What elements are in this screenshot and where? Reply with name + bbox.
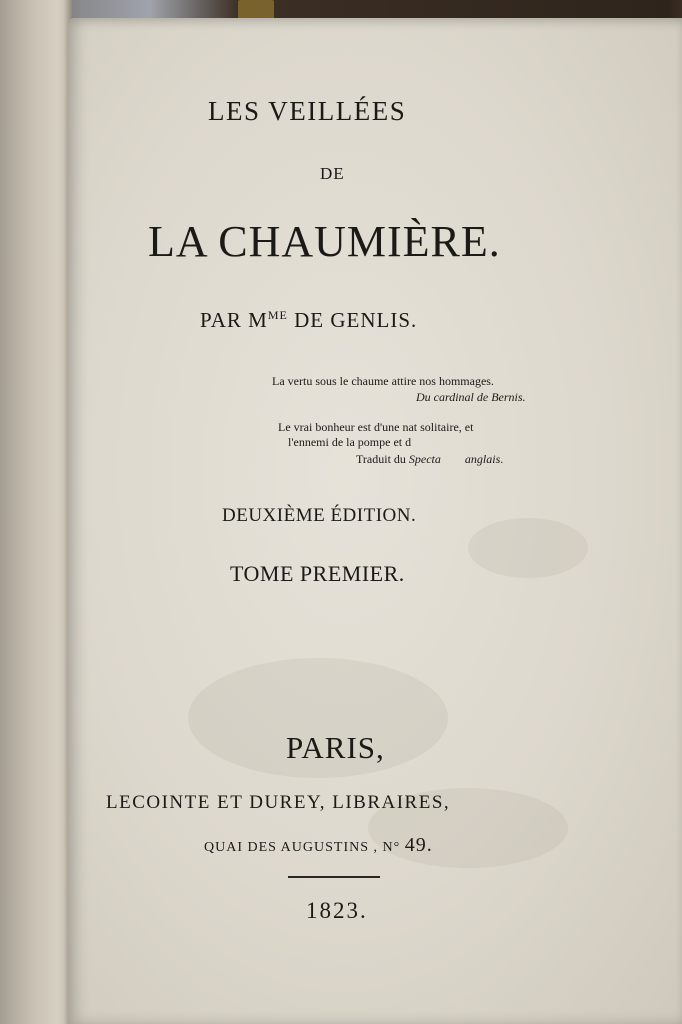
edition-line: DEUXIÈME ÉDITION. <box>222 505 417 526</box>
volume-line: TOME PREMIER. <box>230 561 405 586</box>
imprint-address: QUAI DES AUGUSTINS , N° 49. <box>204 834 433 856</box>
epigraph-attribution-2: Traduit du Specta anglais. <box>356 452 504 466</box>
left-page-edge <box>0 0 72 1024</box>
title-line-1: LES VEILLÉES <box>208 96 407 126</box>
divider-rule <box>288 876 380 878</box>
epigraph-attribution-1: Du cardinal de Bernis. <box>416 390 526 404</box>
epigraph-line-2: Le vrai bonheur est d'une nat solitaire, et <box>278 420 474 434</box>
epigraph-line-1: La vertu sous le chaume attire nos hommages. <box>272 374 494 388</box>
author-line: PAR $M^{ME}$ DE GENLIS. <box>200 308 418 332</box>
title-line-2: LA CHAUMIÈRE. <box>148 217 501 266</box>
imprint-year: 1823. <box>306 898 368 923</box>
imprint-city: PARIS, <box>286 730 385 765</box>
epigraph-line-3: l'ennemi de la pompe et d <box>288 435 412 449</box>
title-de: DE <box>320 164 345 183</box>
imprint-publisher: LECOINTE ET DUREY, LIBRAIRES, <box>106 792 451 813</box>
